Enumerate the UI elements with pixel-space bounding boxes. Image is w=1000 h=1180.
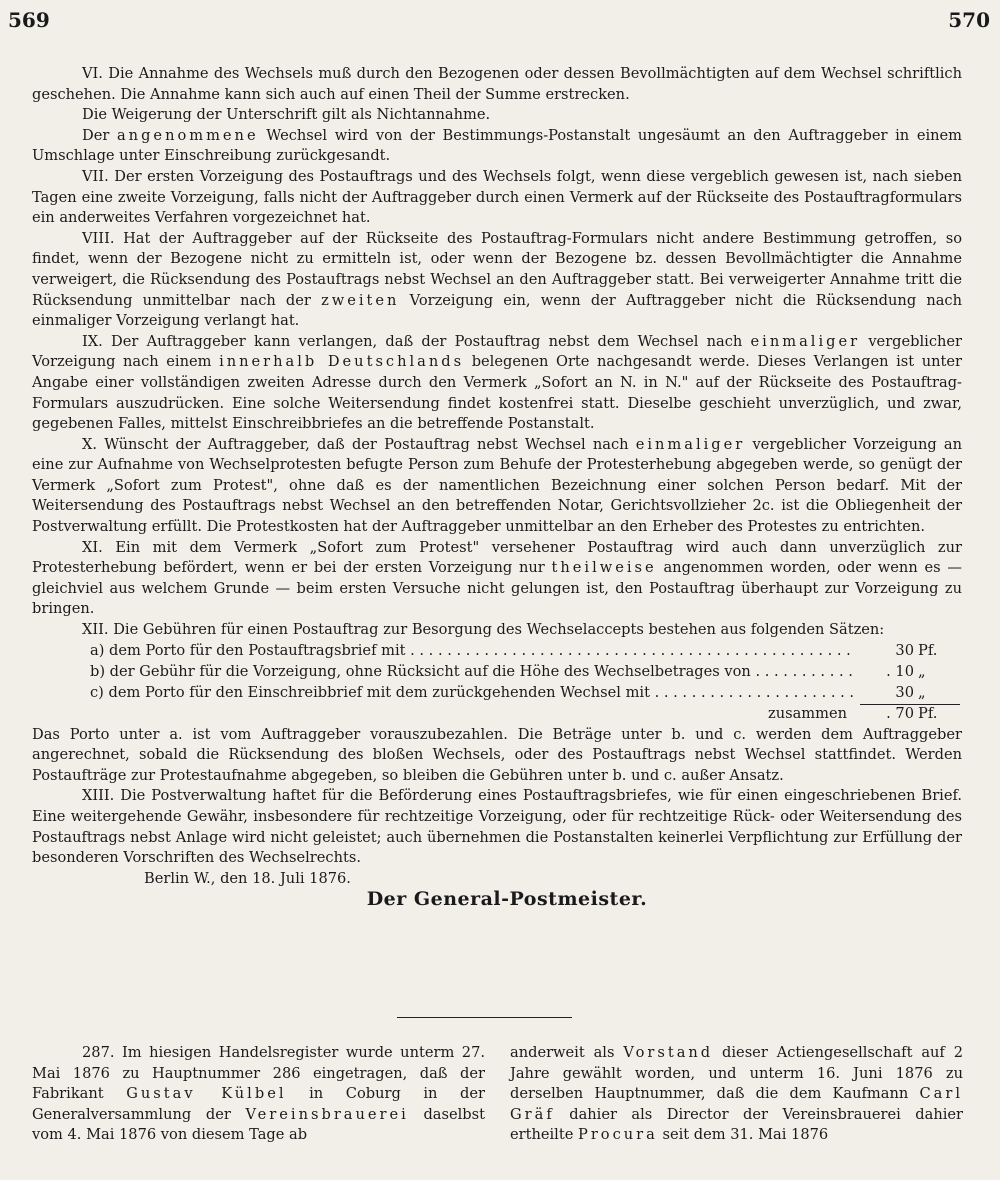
spaced-emphasis: Procura <box>578 1126 658 1144</box>
spaced-emphasis: zweiten <box>321 291 400 309</box>
page-number-right: 570 <box>948 8 990 32</box>
fee-row-b <box>32 662 962 683</box>
notice-text: dahier als Director der Vereinsbrauerei dahier ertheilte <box>510 1105 963 1144</box>
section-xii <box>32 620 962 641</box>
section-vi <box>32 64 962 105</box>
fee-row-c <box>32 683 962 704</box>
fee-amount: . 10 <box>886 662 914 680</box>
section-number: XII. <box>82 621 109 639</box>
paragraph-text: angenommen worden, oder wenn es — gleichviel aus welchem Grunde — beim ersten Versuche nicht gelungen ist, den Postauftrag überhaupt zur Vorzeigung zu bringen. <box>32 559 963 618</box>
section-x <box>32 435 962 538</box>
spaced-emphasis: einmaliger <box>750 332 861 350</box>
spaced-name: Gustav Külbel <box>126 1085 287 1103</box>
signature-date: Berlin W., den 18. Juli 1876. <box>144 869 351 887</box>
regulation-text <box>32 64 962 910</box>
paragraph-text: Vorzeigung ein, wenn der Auftraggeber nicht die Rücksendung nach einmaliger Vorzeigung verlangt hat. <box>32 291 962 330</box>
spaced-emphasis: Vereinsbrauerei <box>245 1105 409 1123</box>
paragraph-text: vergeblicher Vorzeigung nach einem <box>32 332 963 371</box>
spaced-emphasis: Vorstand <box>623 1044 714 1061</box>
section-xiii <box>32 786 962 868</box>
spaced-emphasis: theilweise <box>551 559 657 577</box>
signature-name: Der General-Postmeister. <box>366 888 648 911</box>
spaced-emphasis: einmaliger <box>635 435 746 453</box>
notice-paragraph <box>32 1043 485 1146</box>
page-number-left: 569 <box>8 8 50 32</box>
spaced-name: Carl Gräf <box>510 1085 963 1123</box>
notice-text: 287. Im hiesigen Handelsregister wurde unterm 27. Mai 1876 zu Hauptnummer 286 eingetragen, daß der Fabrikant <box>32 1044 485 1103</box>
fee-label: b) der Gebühr für die Vorzeigung, ohne Rücksicht auf die Höhe des Wechselbetrages von . . . <box>90 662 854 683</box>
fee-label: c) dem Porto für den Einschreibbrief mit dem zurückgehenden Wechsel mit . . . <box>90 683 854 704</box>
section-number: VIII. <box>82 229 115 247</box>
notice-text: daselbst vom 4. Mai 1876 von diesem Tage ab <box>32 1105 486 1144</box>
paragraph-text: Die Weigerung der Unterschrift gilt als Nichtannahme. <box>82 106 491 124</box>
paragraph-text: Wechsel wird von der Bestimmungs-Postanstalt ungesäumt an den Auftraggeber in einem Umschlage unter Einschreibung zurückgesandt. <box>32 126 963 165</box>
spaced-emphasis: innerhalb Deutschlands <box>219 353 465 371</box>
paragraph-text: Die Postverwaltung haftet für die Beförderung eines Postauftragsbriefes, wie für einen eingeschriebenen Brief. Eine weitergehende Gewähr, insbesondere für rechtzeitige Vorzeigung, oder für rechtzeitige Rück- oder Weitersendung des Postauftrags nebst Anlage wird nicht geleistet; auch übernehmen die Postanstalten keinerlei Verpflichtung zur Erfüllung der besonderen Vorschriften des Wechselrechts. <box>32 787 962 867</box>
notice-text: dieser Actiengesellschaft auf 2 Jahre gewählt worden, und unterm 16. Juni 1876 zu derselben Hauptnummer, daß die dem Kaufmann <box>510 1044 964 1103</box>
section-divider <box>397 1017 572 1018</box>
fee-amount: 30 <box>895 683 914 701</box>
section-viii <box>32 229 962 332</box>
fee-label: a) dem Porto für den Postauftragsbrief mit . . . <box>90 641 854 662</box>
notice-right-column <box>510 1043 963 1146</box>
fee-unit: „ <box>918 662 926 680</box>
paragraph-text: Wünscht der Auftraggeber, daß der Postauftrag nebst Wechsel nach <box>104 435 629 453</box>
section-number: VI. <box>82 65 103 82</box>
notice-paragraph <box>510 1043 963 1146</box>
fee-table <box>32 641 962 725</box>
spaced-emphasis: angenommene <box>116 126 259 144</box>
paragraph-text: vergeblicher Vorzeigung an eine zur Aufnahme von Wechselprotesten befugte Person zum Behufe der Protesterhebung abgegeben werde, so genügt der Vermerk „Sofort zum Protest", ohne daß es der namentlichen Bezeichnung einer solchen Person bedarf. Mit der Weitersendung des Postauftrags nebst Wechsel an den betreffenden Notar, Gerichtsvollzieher 2c. ist die Obliegenheit der Postverwaltung erfüllt. Die Protestkosten hat der Auftraggeber unmittelbar an den Erheber des Protestes zu entrichten. <box>32 435 963 536</box>
notice-text: seit dem 31. Mai 1876 <box>662 1126 829 1144</box>
paragraph-text: Der ersten Vorzeigung des Postauftrags und des Wechsels folgt, wenn diese vergeblich gewesen ist, nach sieben Tagen eine zweite Vorzeigung, falls nicht der Auftraggeber durch einen Vermerk auf der Rückseite des Postauftragformulars ein anderweites Verfahren vorgezeichnet hat. <box>32 167 963 227</box>
section-vi-refusal <box>32 105 962 126</box>
notice-text: anderweit als <box>510 1044 615 1061</box>
paragraph-text: Das Porto unter a. ist vom Auftraggeber vorauszubezahlen. Die Beträge unter b. und c. werden dem Auftraggeber angerechnet, sobald die Rücksendung des bloßen Wechsels, oder des Postauftrags nebst Wechsel stattfindet. Werden Postaufträge zur Protestaufnahme abgegeben, so bleiben die Gebühren unter b. und c. außer Ansatz. <box>32 725 962 784</box>
section-xii-notes <box>32 725 962 787</box>
fee-total-label: zusammen <box>768 704 847 722</box>
notice-left-column <box>32 1043 485 1146</box>
section-number: IX. <box>82 332 103 350</box>
section-vii <box>32 167 962 229</box>
paragraph-text: Ein mit dem Vermerk „Sofort zum Protest" versehener Postauftrag wird auch dann unverzüglich zur Protesterhebung befördert, wenn er bei der ersten Vorzeigung nur <box>32 538 962 577</box>
section-ix <box>32 332 962 435</box>
section-number: XIII. <box>82 787 115 805</box>
section-number: VII. <box>82 167 109 185</box>
paragraph-text: Die Annahme des Wechsels muß durch den Bezogenen oder dessen Bevollmächtigten auf dem Wechsel schriftlich geschehen. Die Annahme kann sich auch auf einen Theil der Summe erstrecken. <box>32 65 962 103</box>
paragraph-text: Hat der Auftraggeber auf der Rückseite des Postauftrag-Formulars nicht andere Bestimmung getroffen, so findet, wenn der Bezogene nicht zu ermitteln ist, oder wenn der Bezogene bz. dessen Bevollmächtigter die Annahme verweigert, die Rücksendung des Postauftrags nebst Wechsel an den Auftraggeber statt. Bei verweigerter Annahme tritt die Rücksendung unmittelbar nach der <box>32 229 963 309</box>
fee-unit: Pf. <box>918 641 938 659</box>
notice-text: in Coburg in der Generalversammlung der <box>32 1085 486 1123</box>
paragraph-text: belegenen Orte nachgesandt werde. Dieses Verlangen ist unter Angabe einer vollständigen zweiten Adresse durch den Vermerk „Sofort an N. in N." auf der Rückseite des Postauftrag-Formulars auszudrücken. Eine solche Weitersendung findet kostenfrei statt. Dieselbe geschieht unverzüglich, und zwar, gegebenen Falles, mittelst Einschreibbriefes an die betreffende Postanstalt. <box>32 353 962 433</box>
fee-amount: 30 <box>895 641 914 659</box>
section-xi <box>32 538 962 620</box>
paragraph-text: Die Gebühren für einen Postauftrag zur Besorgung des Wechselaccepts bestehen aus folgenden Sätzen: <box>113 621 885 639</box>
section-number: X. <box>82 435 98 453</box>
paragraph-text: Der Auftraggeber kann verlangen, daß der Postauftrag nebst dem Wechsel nach <box>111 332 743 350</box>
fee-total-amount: . 70 <box>886 704 914 722</box>
fee-total-row <box>32 704 962 725</box>
section-vi-return <box>32 126 962 167</box>
paragraph-text: Der <box>82 126 110 144</box>
fee-total-unit: Pf. <box>918 704 938 722</box>
fee-row-a <box>32 641 962 662</box>
fee-unit: „ <box>918 683 926 701</box>
section-number: XI. <box>82 538 103 556</box>
